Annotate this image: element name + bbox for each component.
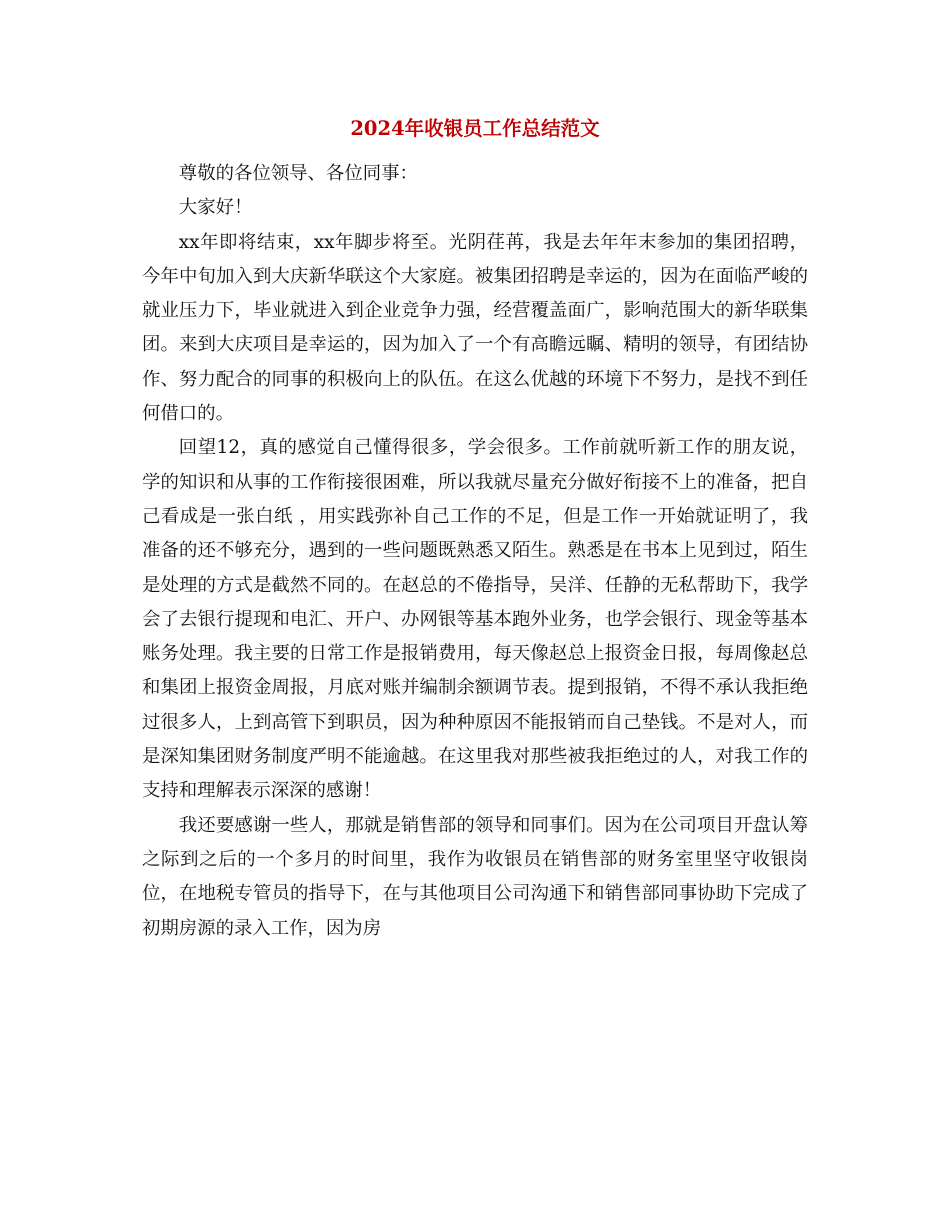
salutation-line: 尊敬的各位领导、各位同事：: [178, 163, 418, 184]
document-title: 2024年收银员工作总结范文: [350, 117, 600, 140]
body-paragraph-1: xx年即将结束，xx年脚步将至。光阴荏苒，我是去年年末参加的集团招聘，今年中旬加入到大庆新华联这个大家庭。被集团招聘是幸运的，因为在面临严峻的就业压力下，毕业就进入到企业竞争力强，经营覆盖面广，影响范围大的新华联集团。来到大庆项目是幸运的，因为加入了一个有高瞻远瞩、精明的领导，有团结协作、努力配合的同事的积极向上的队伍。在这么优越的环境下不努力，是找不到任何借口的。: [142, 231, 808, 425]
body-paragraph-3: 我还要感谢一些人，那就是销售部的领导和同事们。因为在公司项目开盘认筹之际到之后的一个多月的时间里，我作为收银员在销售部的财务室里坚守收银岗位，在地税专管员的指导下，在与其他项目公司沟通下和销售部同事协助下完成了初期房源的录入工作，因为房: [142, 814, 808, 939]
body-paragraph-2: 回望12，真的感觉自己懂得很多，学会很多。工作前就听新工作的朋友说，学的知识和从事的工作衔接很困难，所以我就尽量充分做好衔接不上的准备，把自己看成是一张白纸 ，用实践弥补自己工作的不足，但是工作一开始就证明了，我准备的还不够充分，遇到的一些问题既熟悉又陌生。熟悉是在书本上见到过，陌生是处理的方式是截然不同的。在赵总的不倦指导，吴洋、任静的无私帮助下，我学会了去银行提现和电汇、开户、办网银等基本跑外业务，也学会银行、现金等基本账务处理。我主要的日常工作是报销费用，每天像赵总上报资金日报，每周像赵总和集团上报资金周报，月底对账并编制余额调节表。提到报销，不得不承认我拒绝过很多人，上到高管下到职员，因为种种原因不能报销而自己垫钱。不是对人，而是深知集团财务制度严明不能逾越。在这里我对那些被我拒绝过的人，对我工作的支持和理解表示深深的感谢！: [142, 437, 808, 802]
greeting-line: 大家好！: [178, 197, 253, 219]
document-body: [142, 157, 808, 946]
